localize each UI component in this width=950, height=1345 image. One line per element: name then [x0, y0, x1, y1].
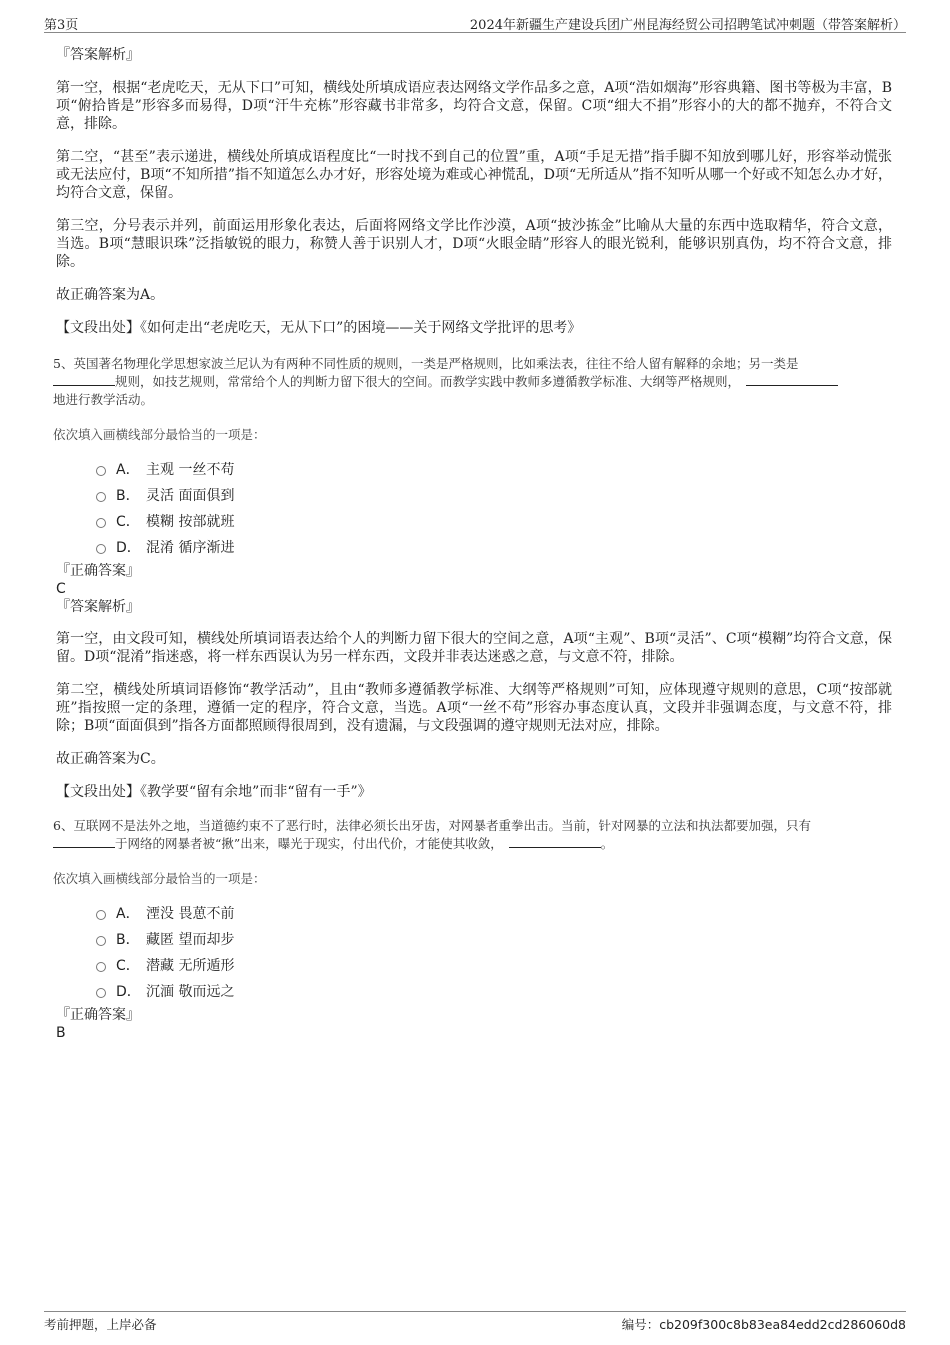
option-d[interactable]: D． 沉湎 敬而远之: [96, 978, 892, 1004]
analysis-label: 『答案解析』: [56, 599, 140, 615]
radio-icon[interactable]: [96, 962, 106, 972]
question-stem: [53, 817, 892, 853]
fill-blank: [53, 373, 115, 386]
fill-blank: [53, 835, 115, 848]
analysis-paragraph: 第一空，由文段可知，横线处所填词语表达给个人的判断力留下很大的空间之意，A项“主观”、B项“灵活”、C项“模糊”均符合文意，保留。D项“混淆”指迷惑，将一样东西误认为另一样东西，文段并非表达迷惑之意，与文意不符，排除。: [56, 631, 892, 665]
radio-icon[interactable]: [96, 466, 106, 476]
document-id: 编号：cb209f300c8b83ea84edd2cd286060d8: [621, 1317, 906, 1332]
radio-icon[interactable]: [96, 518, 106, 528]
option-c[interactable]: C． 模糊 按部就班: [96, 508, 892, 534]
radio-icon[interactable]: [96, 936, 106, 946]
page-number: 第3页: [44, 18, 79, 33]
correct-answer: B: [56, 1025, 66, 1041]
fill-blank: [746, 373, 838, 386]
question-text: 5、英国著名物理化学思想家波兰尼认为有两种不同性质的规则，一类是严格规则，比如乘法表，往往不给人留有解释的余地；另一类是: [53, 356, 799, 371]
question-prompt: 依次填入画横线部分最恰当的一项是：: [53, 871, 266, 886]
analysis-paragraph: 第二空，横线处所填词语修饰“教学活动”，且由“教师多遵循教学标准、大纲等严格规则”可知，应体现遵守规则的意思，C项“按部就班”指按照一定的条理，遵循一定的程序，符合文意，当选。A项“一丝不苟”形容办事态度认真，文段并非强调态度，与文意不符，排除；B项“面面俱到”指各方面都照顾得很周到，没有遗漏，与文段强调的遵守规则无法对应，排除。: [56, 682, 892, 734]
option-b[interactable]: B． 灵活 面面俱到: [96, 482, 892, 508]
answer-conclusion: 故正确答案为A。: [56, 287, 165, 303]
question-stem: [53, 355, 892, 409]
radio-icon[interactable]: [96, 910, 106, 920]
question-text: 规则，如技艺规则，常常给个人的判断力留下很大的空间。而教学实践中教师多遵循教学标准、大纲等严格规则，: [115, 374, 741, 389]
answer-conclusion: 故正确答案为C。: [56, 751, 165, 767]
analysis-paragraph: 第一空，根据“老虎吃天，无从下口”可知，横线处所填成语应表达网络文学作品多之意，A项“浩如烟海”形容典籍、图书等极为丰富，B项“俯拾皆是”形容多而易得，D项“汗牛充栋”形容藏书非常多，均符合文意，保留。C项“细大不捐”形容小的大的都不抛弃，不符合文意，排除。: [56, 80, 892, 132]
analysis-label: 『答案解析』: [56, 47, 140, 63]
question-text: 地进行教学活动。: [53, 392, 154, 407]
question-prompt: 依次填入画横线部分最恰当的一项是：: [53, 427, 266, 442]
question-text: 6、互联网不是法外之地，当道德约束不了恶行时，法律必须长出牙齿，对网暴者重拳出击。当前，针对网暴的立法和执法都要加强，只有: [53, 818, 811, 833]
text-source: 【文段出处】《教学要“留有余地”而非“留有一手”》: [56, 784, 372, 800]
option-a[interactable]: A． 湮没 畏葸不前: [96, 900, 892, 926]
option-list: [96, 456, 892, 560]
page-footer: [44, 1311, 906, 1332]
correct-answer-label: 『正确答案』: [56, 563, 140, 579]
question-text: 。: [600, 836, 614, 851]
radio-icon[interactable]: [96, 544, 106, 554]
radio-icon[interactable]: [96, 988, 106, 998]
analysis-paragraph: 第二空，“甚至”表示递进，横线处所填成语程度比“一时找不到自己的位置”重，A项“手足无措”指手脚不知放到哪儿好，形容举动慌张或无法应付，B项“不知所措”指不知道怎么办才好，形容处境为难或心神慌乱，D项“无所适从”指不知听从哪一个好或不知怎么办才好，均符合文意，保留。: [56, 149, 892, 201]
analysis-paragraph: 第三空，分号表示并列，前面运用形象化表达，后面将网络文学比作沙漠，A项“披沙拣金”比喻从大量的东西中选取精华，符合文意，当选。B项“慧眼识珠”泛指敏锐的眼力，称赞人善于识别人才，D项“火眼金睛”形容人的眼光锐利，能够识别真伪，均不符合文意，排除。: [56, 218, 892, 270]
option-d[interactable]: D． 混淆 循序渐进: [96, 534, 892, 560]
page-header: [44, 12, 906, 33]
radio-icon[interactable]: [96, 492, 106, 502]
question-text: 于网络的网暴者被“揪”出来，曝光于现实，付出代价，才能使其收敛，: [115, 836, 503, 851]
footer-slogan: 考前押题，上岸必备: [44, 1317, 157, 1332]
option-a[interactable]: A． 主观 一丝不苟: [96, 456, 892, 482]
fill-blank: [509, 835, 601, 848]
option-c[interactable]: C． 潜藏 无所遁形: [96, 952, 892, 978]
text-source: 【文段出处】《如何走出“老虎吃天，无从下口”的困境——关于网络文学批评的思考》: [56, 320, 582, 336]
correct-answer: C: [56, 581, 66, 597]
option-list: [96, 900, 892, 1004]
option-b[interactable]: B． 藏匿 望而却步: [96, 926, 892, 952]
document-title: 2024年新疆生产建设兵团广州昆海经贸公司招聘笔试冲刺题（带答案解析）: [469, 18, 906, 33]
correct-answer-label: 『正确答案』: [56, 1007, 140, 1023]
page-content: [53, 46, 892, 1041]
